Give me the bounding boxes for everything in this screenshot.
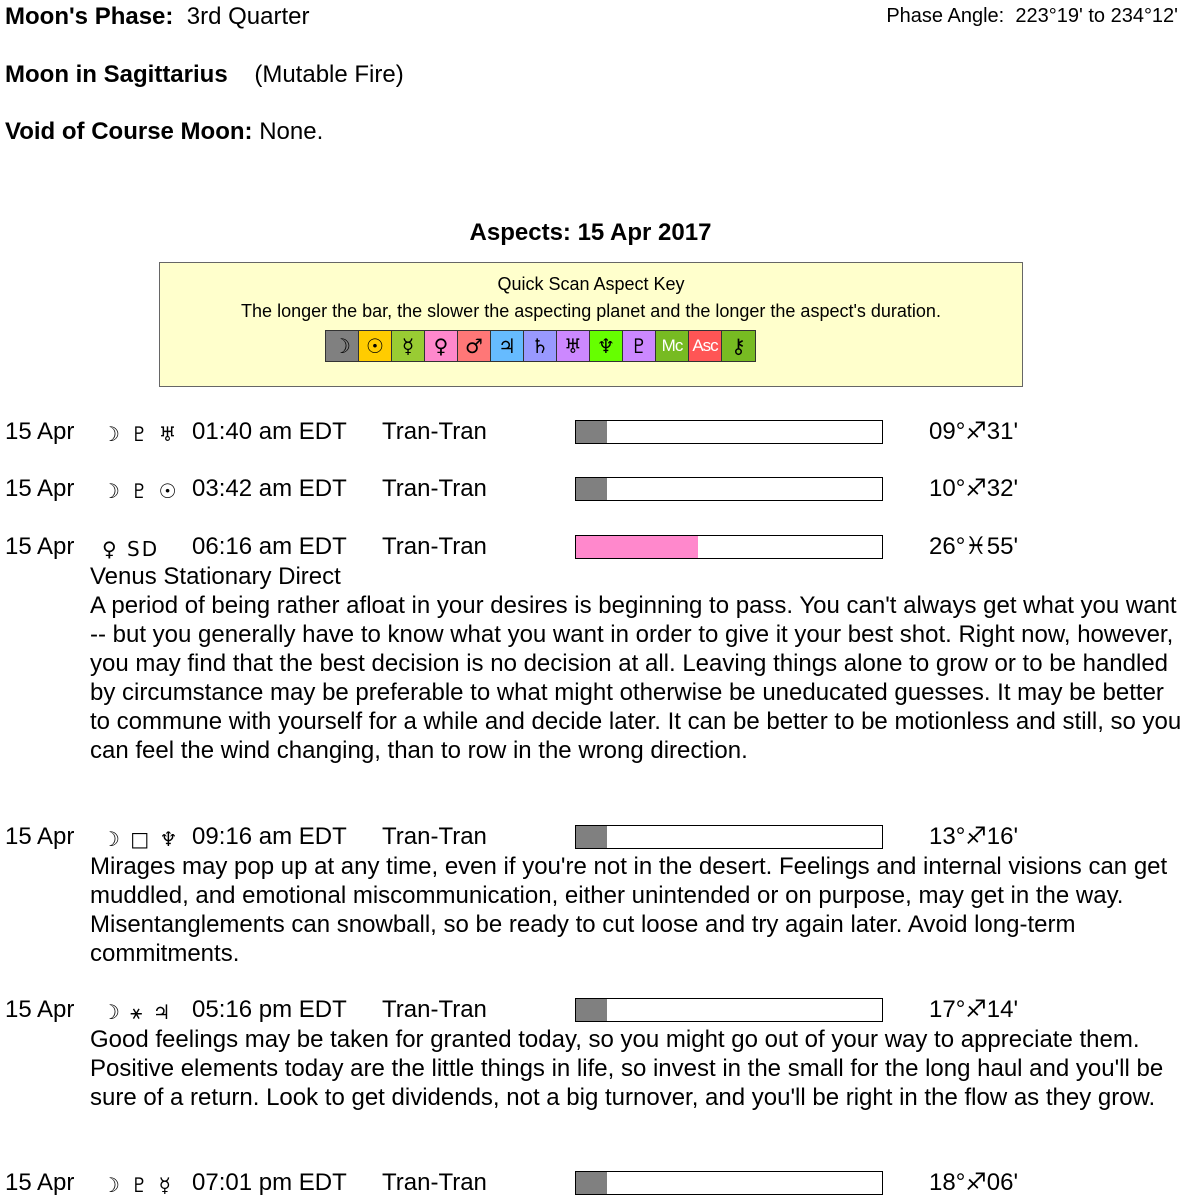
moon-phase [5, 3, 309, 31]
aspect-description-title: Venus Stationary Direct [90, 563, 341, 590]
voc-value: None. [259, 118, 324, 145]
aspect-glyphs-icon: ☽ ♇ ♅ [102, 422, 179, 446]
aspect-time: 01:40 am EDT [192, 418, 347, 445]
aspect-position: 26°♓55' [929, 533, 1019, 560]
moon-sign-value: (Mutable Fire) [254, 61, 404, 88]
aspect-key-title: Quick Scan Aspect Key [497, 274, 685, 294]
aspect-row [5, 1169, 1185, 1197]
aspect-date: 15 Apr [5, 475, 75, 502]
aspect-date: 15 Apr [5, 418, 75, 445]
aspect-key [159, 262, 1023, 387]
aspect-duration-bar [575, 998, 883, 1022]
aspect-description-text: Mirages may pop up at any time, even if you're not in the desert. Feelings and internal visions can get muddled, and emotional miscommunication, either unintended or on purpose, may get in the way. Misentanglements can snowball, so be ready to cut loose and try again later. Avoid long-term commitments. [90, 853, 1168, 967]
aspect-key-legend [325, 330, 756, 362]
aspect-type: Tran-Tran [382, 1169, 487, 1196]
aspect-row [5, 533, 1185, 561]
aspect-duration-fill [576, 826, 607, 848]
aspect-row [5, 475, 1185, 503]
key-sun-icon: ☉ [359, 331, 392, 361]
aspect-description [90, 1025, 1185, 1112]
aspect-row [5, 418, 1185, 446]
aspect-description [90, 852, 1185, 968]
aspect-glyphs-icon: ☽ □ ♆ [102, 827, 180, 851]
aspect-description [90, 562, 1185, 765]
key-mars-icon: ♂ [458, 331, 491, 361]
aspect-duration-fill [576, 1172, 607, 1194]
key-neptune-icon: ♆ [590, 331, 623, 361]
key-uranus-icon: ♅ [557, 331, 590, 361]
key-jupiter-icon: ♃ [491, 331, 524, 361]
aspect-type: Tran-Tran [382, 533, 487, 560]
aspect-type: Tran-Tran [382, 475, 487, 502]
key-pluto-icon: ♇ [623, 331, 656, 361]
aspect-time: 03:42 am EDT [192, 475, 347, 502]
aspect-time: 05:16 pm EDT [192, 996, 347, 1023]
moon-sign [5, 61, 404, 89]
aspect-duration-fill [576, 421, 607, 443]
aspect-row [5, 823, 1185, 851]
aspect-duration-bar [575, 825, 883, 849]
aspect-glyphs-icon: ♀ SD [102, 537, 160, 561]
aspect-type: Tran-Tran [382, 823, 487, 850]
aspect-duration-bar [575, 535, 883, 559]
aspect-position: 17°♐14' [929, 996, 1019, 1023]
aspect-description-text: A period of being rather afloat in your desires is beginning to pass. You can't always get what you want -- but you generally have to know what you want in order to give it your best shot. Right now, however, you may find that the best decision is no decision at all. Leaving things alone to grow or to be handled by circumstance may be preferable to what might otherwise be uneducated guesses. It may be better to commune with yourself for a while and decide later. It can be better to be motionless and still, so you can feel the wind changing, than to row in the wrong direction. [90, 592, 1182, 764]
aspect-time: 07:01 pm EDT [192, 1169, 347, 1196]
key-mercury-icon: ☿ [392, 331, 425, 361]
aspect-duration-bar [575, 420, 883, 444]
aspect-duration-bar [575, 1171, 883, 1195]
aspect-date: 15 Apr [5, 533, 75, 560]
aspect-type: Tran-Tran [382, 418, 487, 445]
aspect-date: 15 Apr [5, 1169, 75, 1196]
aspect-date: 15 Apr [5, 823, 75, 850]
aspect-time: 06:16 am EDT [192, 533, 347, 560]
aspect-duration-fill [576, 999, 607, 1021]
moon-phase-label: Moon's Phase: [5, 3, 174, 30]
phase-angle-label: Phase Angle: [886, 5, 1005, 27]
aspect-duration-bar [575, 477, 883, 501]
aspect-glyphs-icon: ☽ ♇ ☉ [102, 479, 179, 503]
aspect-position: 18°♐06' [929, 1169, 1019, 1196]
aspect-position: 10°♐32' [929, 475, 1019, 502]
aspect-date: 15 Apr [5, 996, 75, 1023]
aspect-position: 13°♐16' [929, 823, 1019, 850]
void-of-course [5, 118, 323, 146]
aspect-type: Tran-Tran [382, 996, 487, 1023]
moon-phase-value: 3rd Quarter [186, 3, 310, 30]
aspect-description-text: Good feelings may be taken for granted today, so you might go out of your way to appreciate them. Positive elements today are the little things in life, so invest in the small for the long haul and you'll be sure of a return. Look to get dividends, not a big turnover, and you'll be right in the flow as they grow. [90, 1026, 1164, 1111]
aspect-position: 09°♐31' [929, 418, 1019, 445]
voc-label: Void of Course Moon: [5, 118, 253, 145]
aspect-glyphs-icon: ☽ ♇ ☿ [102, 1173, 173, 1197]
phase-angle-value: 223°19' to 234°12' [1015, 5, 1178, 27]
key-midheaven-icon: Mc [656, 331, 689, 361]
aspect-duration-fill [576, 478, 607, 500]
key-ascendant-icon: Asc [689, 331, 722, 361]
key-saturn-icon: ♄ [524, 331, 557, 361]
aspect-key-subtitle: The longer the bar, the slower the aspecting planet and the longer the aspect's duration. [241, 301, 941, 321]
moon-sign-label: Moon in Sagittarius [5, 61, 228, 88]
aspects-title: Aspects: 15 Apr 2017 [469, 219, 712, 246]
key-venus-icon: ♀ [425, 331, 458, 361]
key-chiron-icon: ⚷ [722, 331, 755, 361]
phase-angle [886, 4, 1178, 28]
aspect-duration-fill [576, 536, 698, 558]
key-moon-icon: ☽ [326, 331, 359, 361]
aspect-row [5, 996, 1185, 1024]
aspect-glyphs-icon: ☽ ⚹ ♃ [102, 1000, 173, 1024]
aspect-time: 09:16 am EDT [192, 823, 347, 850]
